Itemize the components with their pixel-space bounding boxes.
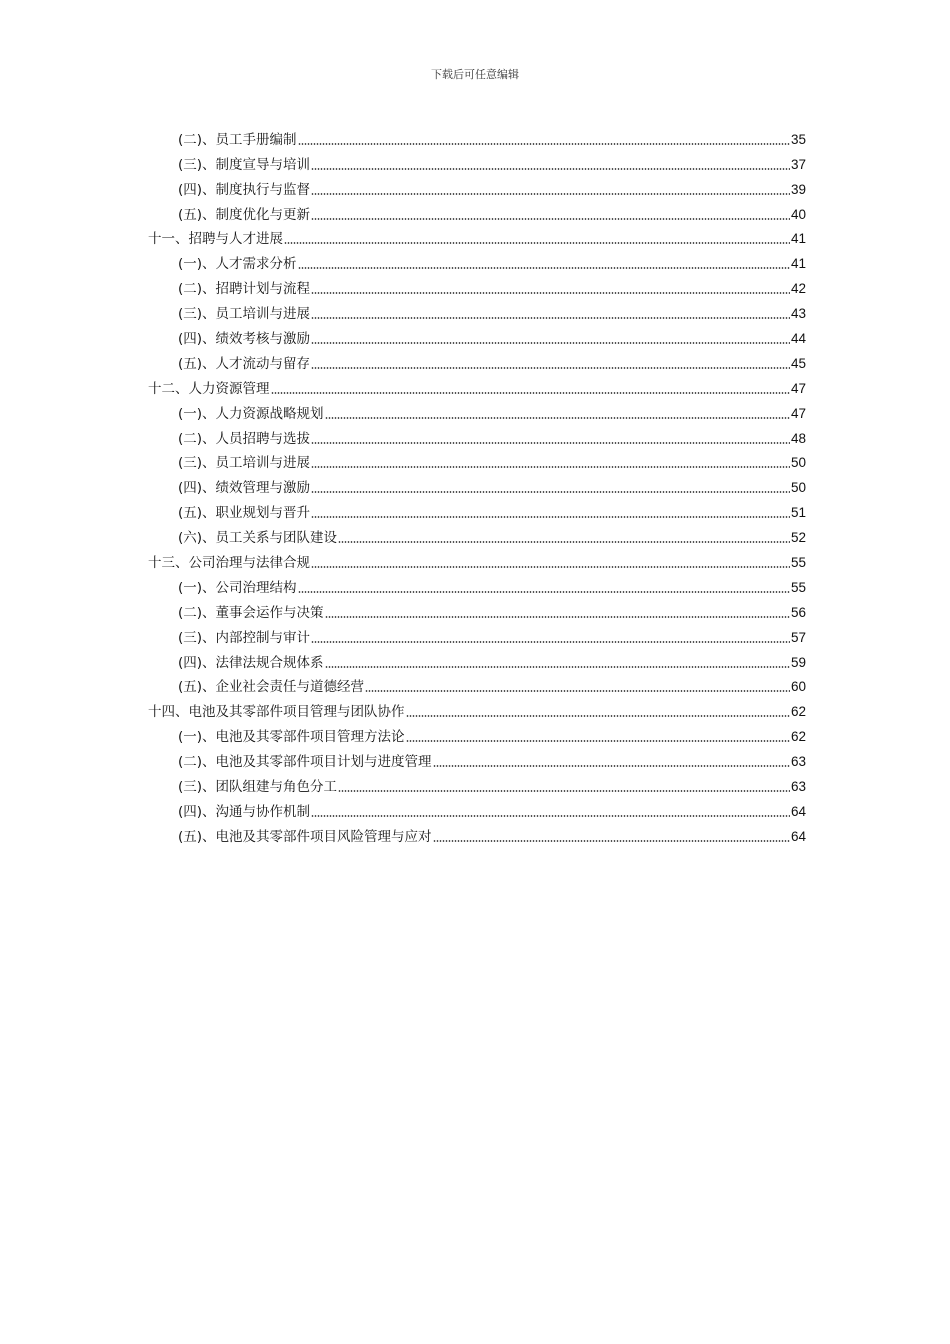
toc-entry-label: (六)、员工关系与团队建设: [178, 530, 338, 547]
toc-page-number: 35: [790, 131, 806, 147]
toc-page-number: 63: [790, 754, 806, 770]
toc-dot-leader: [325, 616, 790, 618]
toc-section-entry[interactable]: [148, 298, 806, 323]
toc-dot-leader: [311, 342, 790, 344]
toc-dot-leader: [311, 218, 790, 220]
toc-page-number: 50: [790, 455, 806, 471]
toc-section-entry[interactable]: [148, 647, 806, 672]
toc-page-number: 45: [790, 355, 806, 371]
toc-section-entry[interactable]: [148, 423, 806, 448]
toc-entry-label: (一)、电池及其零部件项目管理方法论: [178, 729, 405, 746]
toc-section-entry[interactable]: [148, 448, 806, 473]
toc-entry-label: (三)、员工培训与进展: [178, 455, 311, 472]
toc-page-number: 52: [790, 530, 806, 546]
toc-page-number: 41: [790, 256, 806, 272]
toc-section-entry[interactable]: [148, 149, 806, 174]
toc-dot-leader: [406, 715, 790, 717]
toc-section-entry[interactable]: [148, 597, 806, 622]
toc-section-entry[interactable]: [148, 199, 806, 224]
toc-page-number: 47: [790, 380, 806, 396]
toc-entry-label: (五)、职业规划与晋升: [178, 505, 311, 522]
toc-page-number: 57: [790, 629, 806, 645]
toc-entry-label: (三)、内部控制与审计: [178, 629, 311, 646]
toc-page-number: 42: [790, 281, 806, 297]
toc-section-entry[interactable]: [148, 821, 806, 846]
toc-section-entry[interactable]: [148, 622, 806, 647]
toc-dot-leader: [311, 491, 790, 493]
toc-dot-leader: [311, 466, 790, 468]
page-header: 下载后可任意编辑: [431, 68, 519, 81]
toc-page-number: 64: [790, 803, 806, 819]
toc-dot-leader: [271, 392, 790, 394]
toc-section-entry[interactable]: [148, 124, 806, 149]
toc-page-number: 56: [790, 604, 806, 620]
toc-dot-leader: [311, 168, 790, 170]
toc-entry-label: 十二、人力资源管理: [148, 380, 270, 397]
toc-dot-leader: [365, 690, 790, 692]
toc-dot-leader: [311, 516, 790, 518]
toc-dot-leader: [311, 566, 790, 568]
toc-dot-leader: [325, 666, 790, 668]
toc-entry-label: 十三、公司治理与法律合规: [148, 555, 310, 572]
toc-entry-label: (三)、制度宣导与培训: [178, 156, 311, 173]
toc-entry-label: (四)、制度执行与监督: [178, 181, 311, 198]
toc-dot-leader: [325, 417, 790, 419]
toc-dot-leader: [311, 292, 790, 294]
toc-page-number: 44: [790, 331, 806, 347]
toc-section-entry[interactable]: [148, 721, 806, 746]
toc-section-entry[interactable]: [148, 348, 806, 373]
toc-page-number: 41: [790, 231, 806, 247]
toc-page-number: 51: [790, 505, 806, 521]
toc-section-entry[interactable]: [148, 248, 806, 273]
toc-dot-leader: [298, 143, 790, 145]
toc-entry-label: (二)、电池及其零部件项目计划与进度管理: [178, 754, 432, 771]
toc-page-number: 63: [790, 779, 806, 795]
toc-page-number: 55: [790, 555, 806, 571]
toc-section-entry[interactable]: [148, 796, 806, 821]
toc-dot-leader: [298, 267, 790, 269]
toc-page-number: 60: [790, 679, 806, 695]
toc-section-entry[interactable]: [148, 771, 806, 796]
toc-section-entry[interactable]: [148, 522, 806, 547]
toc-page-number: 59: [790, 654, 806, 670]
toc-dot-leader: [311, 193, 790, 195]
toc-entry-label: 十一、招聘与人才进展: [148, 231, 283, 248]
toc-dot-leader: [311, 641, 790, 643]
toc-dot-leader: [311, 815, 790, 817]
toc-entry-label: (二)、董事会运作与决策: [178, 604, 324, 621]
toc-entry-label: (五)、人才流动与留存: [178, 355, 311, 372]
toc-entry-label: (五)、制度优化与更新: [178, 206, 311, 223]
toc-entry-label: (四)、法律法规合规体系: [178, 654, 324, 671]
toc-chapter-entry[interactable]: [148, 373, 806, 398]
toc-entry-label: (三)、团队组建与角色分工: [178, 779, 338, 796]
toc-dot-leader: [338, 541, 790, 543]
toc-dot-leader: [338, 790, 790, 792]
toc-section-entry[interactable]: [148, 174, 806, 199]
toc-page-number: 62: [790, 729, 806, 745]
toc-entry-label: (三)、员工培训与进展: [178, 306, 311, 323]
toc-chapter-entry[interactable]: [148, 696, 806, 721]
toc-page-number: 39: [790, 181, 806, 197]
toc-page-number: 43: [790, 306, 806, 322]
toc-page-number: 50: [790, 480, 806, 496]
toc-section-entry[interactable]: [148, 497, 806, 522]
toc-entry-label: (二)、人员招聘与选拔: [178, 430, 311, 447]
toc-page-number: 64: [790, 828, 806, 844]
toc-entry-label: (二)、招聘计划与流程: [178, 281, 311, 298]
toc-dot-leader: [298, 591, 790, 593]
toc-dot-leader: [311, 442, 790, 444]
toc-entry-label: (四)、绩效考核与激励: [178, 331, 311, 348]
toc-page-number: 48: [790, 430, 806, 446]
toc-page-number: 62: [790, 704, 806, 720]
toc-dot-leader: [433, 765, 790, 767]
toc-entry-label: 十四、电池及其零部件项目管理与团队协作: [148, 704, 405, 721]
toc-entry-label: (一)、公司治理结构: [178, 579, 297, 596]
toc-dot-leader: [311, 317, 790, 319]
toc-section-entry[interactable]: [148, 672, 806, 697]
toc-chapter-entry[interactable]: [148, 224, 806, 249]
toc-dot-leader: [406, 740, 790, 742]
toc-entry-label: (二)、员工手册编制: [178, 131, 297, 148]
toc-section-entry[interactable]: [148, 323, 806, 348]
toc-dot-leader: [284, 242, 790, 244]
toc-section-entry[interactable]: [148, 746, 806, 771]
toc-entry-label: (一)、人才需求分析: [178, 256, 297, 273]
toc-chapter-entry[interactable]: [148, 547, 806, 572]
toc-entry-label: (四)、沟通与协作机制: [178, 803, 311, 820]
toc-section-entry[interactable]: [148, 273, 806, 298]
toc-page-number: 37: [790, 156, 806, 172]
table-of-contents: [148, 124, 806, 846]
toc-dot-leader: [311, 367, 790, 369]
toc-entry-label: (五)、电池及其零部件项目风险管理与应对: [178, 828, 432, 845]
toc-dot-leader: [433, 840, 790, 842]
toc-page-number: 55: [790, 579, 806, 595]
toc-page-number: 40: [790, 206, 806, 222]
toc-entry-label: (一)、人力资源战略规划: [178, 405, 324, 422]
toc-section-entry[interactable]: [148, 398, 806, 423]
toc-section-entry[interactable]: [148, 572, 806, 597]
toc-page-number: 47: [790, 405, 806, 421]
toc-entry-label: (四)、绩效管理与激励: [178, 480, 311, 497]
toc-entry-label: (五)、企业社会责任与道德经营: [178, 679, 365, 696]
toc-section-entry[interactable]: [148, 472, 806, 497]
